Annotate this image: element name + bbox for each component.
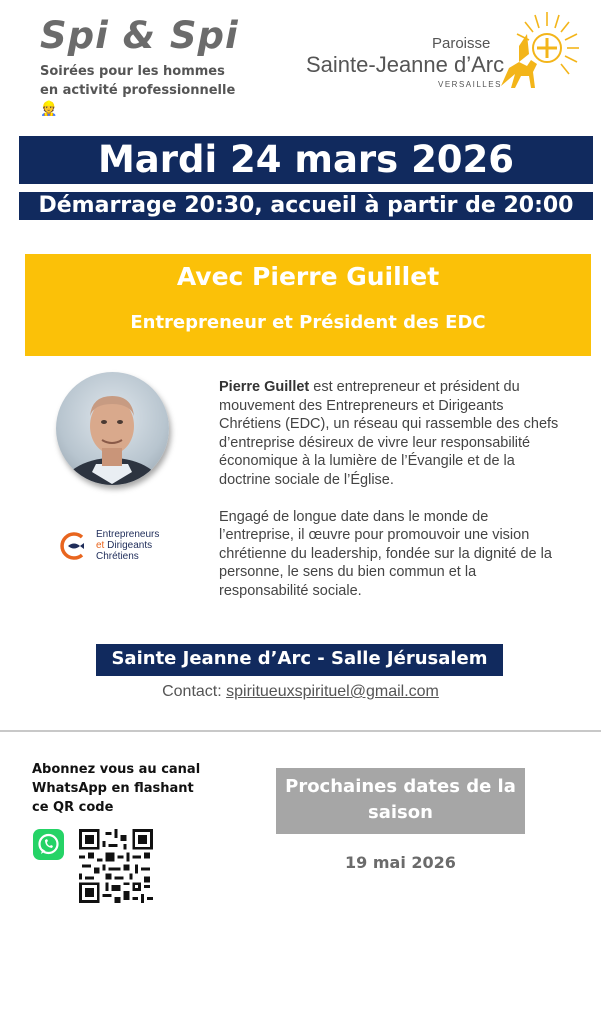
speaker-role: Entrepreneur et Président des EDC [130,312,486,333]
edc-line2-text: Dirigeants [107,540,153,551]
brand-subtitle-text: Soirées pour les hommes en activité professionnelle [40,64,236,98]
event-date: Mardi 24 mars 2026 [19,136,593,184]
bio-paragraph-1 [219,378,559,490]
contact-label: Contact: [162,683,227,700]
edc-line2-prefix: et [96,540,105,551]
brand-title: Spi & Spi [40,14,239,57]
speaker-portrait [56,372,169,485]
next-dates-title: Prochaines dates de la saison [285,776,516,823]
next-date: 19 mai 2026 [345,853,456,872]
contact-email-link[interactable]: spiritueuxspirituel@gmail.com [226,683,439,700]
speaker-bio [219,378,559,619]
parish-label: Paroisse [432,35,491,52]
edc-line3: Chrétiens [96,551,139,562]
bio-paragraph-1-text: est entrepreneur et président du mouvement des Entrepreneurs et Dirigeants Chrétiens (EDC), un réseau qui rassemble des chefs d’entreprise désireux de vivre leur responsabilité économique à la lumière de l’Évangile et de la doctrine sociale de l’Église. [219,379,559,488]
construction-worker-icon: 👷 [40,101,58,117]
whatsapp-qr-code[interactable] [79,829,153,903]
whatsapp-icon[interactable] [33,829,64,860]
event-time: Démarrage 20:30, accueil à partir de 20:00 [19,192,593,220]
joan-of-arc-emblem-icon [497,10,581,92]
bio-speaker-name: Pierre Guillet [219,379,310,395]
speaker-name: Avec Pierre Guillet [176,262,440,291]
brand-subtitle [40,62,240,119]
speaker-banner [25,254,591,356]
whatsapp-invite-text: Abonnez vous au canal WhatsApp en flashant ce QR code [32,762,201,815]
next-dates-header [276,768,525,834]
edc-logo-mark-icon [58,531,88,561]
bio-paragraph-2: Engagé de longue date dans le monde de l’entreprise, il œuvre pour promouvoir une vision chrétienne du leadership, fondée sur la dignité de la personne, le sens du bien commun et la responsabilité sociale. [219,508,552,599]
parish-city: VERSAILLES [438,80,502,89]
edc-line1: Entrepreneurs [96,529,160,540]
edc-line2 [96,540,159,551]
event-location: Sainte Jeanne d’Arc - Salle Jérusalem [96,644,503,676]
parish-name: Sainte-Jeanne d’Arc [306,52,505,77]
contact-line [0,683,601,701]
section-divider [0,730,601,732]
edc-logo [58,527,188,567]
